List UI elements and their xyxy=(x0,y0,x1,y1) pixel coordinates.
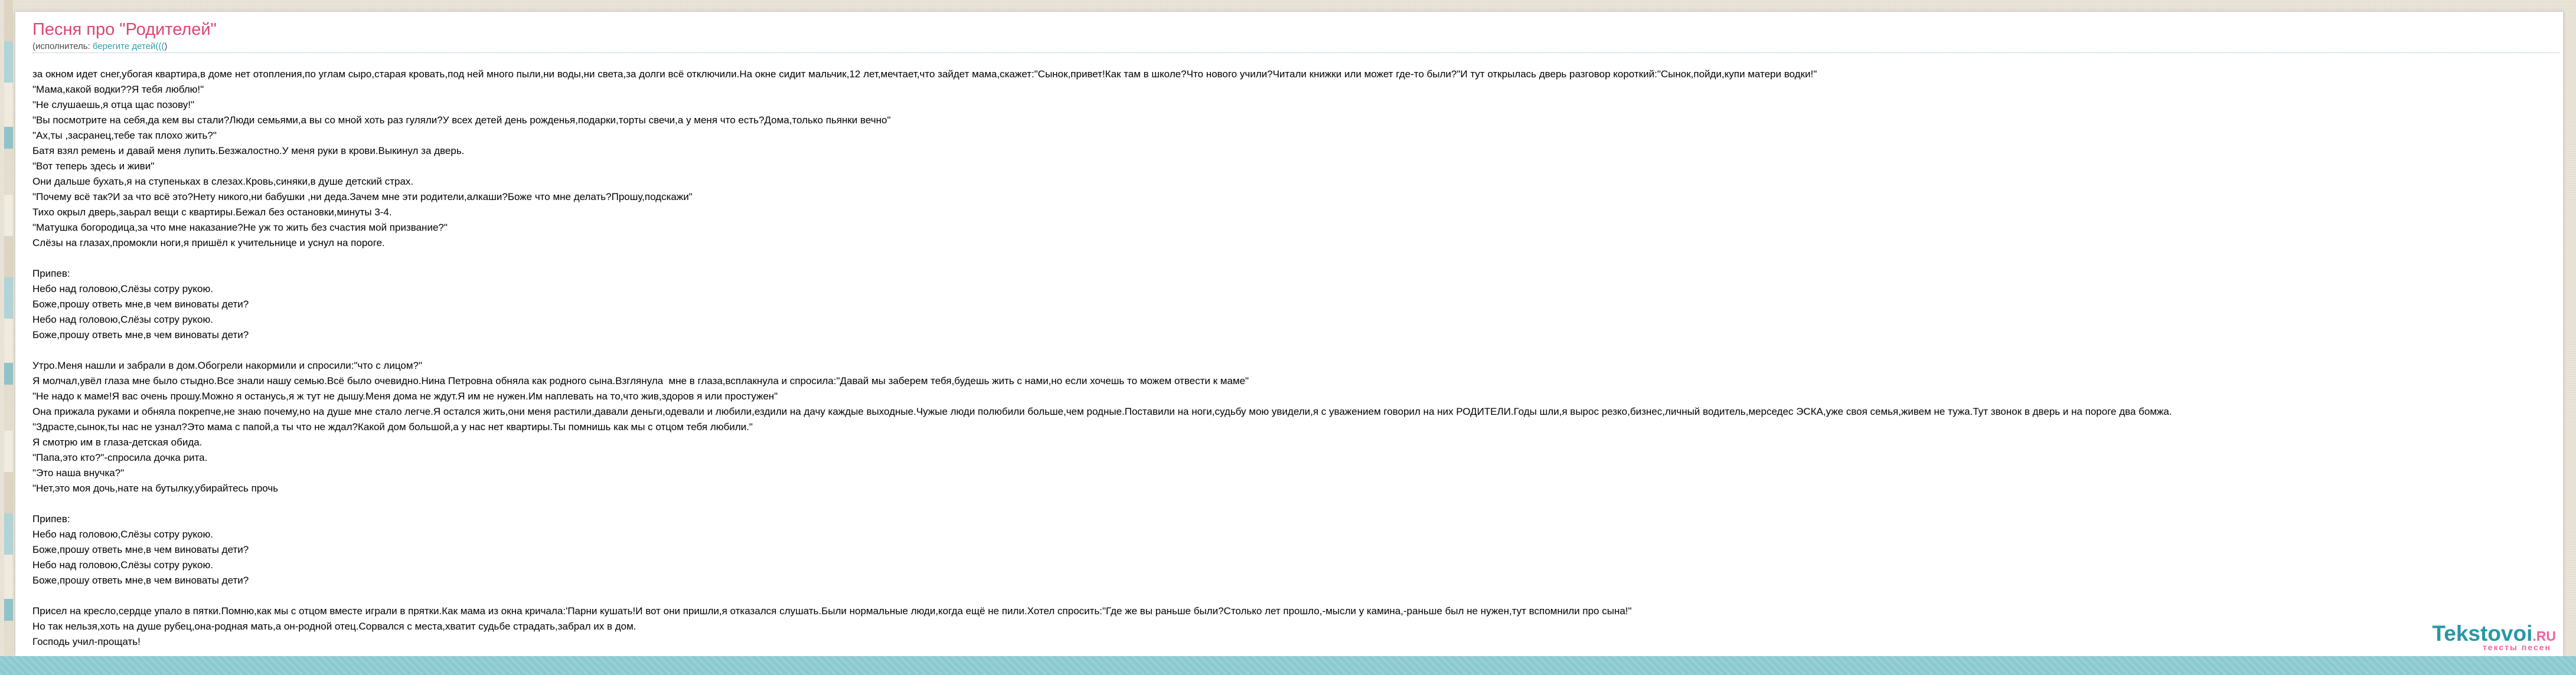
lyrics-line: "Не слушаешь,я отца щас позову!" xyxy=(32,99,194,110)
lyrics-line: Тихо окрыл дверь,заьрал вещи с квартиры.Бежал без остановки,минуты 3-4. xyxy=(32,207,392,218)
lyrics-block xyxy=(32,67,2563,650)
lyrics-line: Они дальше бухать,я на ступеньках в слезах.Кровь,синяки,в душе детский страх. xyxy=(32,176,414,187)
lyrics-line: Небо над головою,Слёзы сотру рукою. xyxy=(32,283,213,294)
content-card xyxy=(15,12,2563,656)
lyrics-line: "Это наша внучка?" xyxy=(32,467,125,479)
lyrics-line: "Не надо к маме!Я вас очень прошу.Можно я останусь,я ж тут не дышу.Меня дома не ждут.Я им не нужен.Им наплевать на то,что жив,здоров я или простужен" xyxy=(32,391,778,402)
lyrics-line: Я смотрю им в глаза-детская обида. xyxy=(32,437,203,448)
lyrics-line: Утро.Меня нашли и забрали в дом.Обогрели накормили и спросили:"что с лицом?" xyxy=(32,360,423,371)
lyrics-line: "Папа,это кто?"-спросила дочка рита. xyxy=(32,452,208,463)
lyrics-line: "Мама,какой водки??Я тебя люблю!" xyxy=(32,84,204,95)
logo-tagline: тексты песен xyxy=(2482,643,2551,652)
artist-label: (исполнитель: xyxy=(32,41,90,51)
lyrics-line xyxy=(32,588,2563,604)
logo-domain: .RU xyxy=(2532,628,2556,644)
lyrics-line: Боже,прошу ответь мне,в чем виноваты дети? xyxy=(32,299,249,310)
lyrics-line: Присел на кресло,сердце упало в пятки.Помню,как мы с отцом вместе играли в прятки.Как мама из окна кричала:'Парни кушать!И вот они пришли,я отказался слушать.Были нормальные люди,когда ещё не пили.Хотел спросить:"Где же вы раньше были?Столько лет прошло,-мысли у камина,-раньше был не нужен,тут вспомнили про сына!" xyxy=(32,605,1632,617)
lyrics-line: Батя взял ремень и давай меня лупить.Безжалостно.У меня руки в крови.Выкинул за дверь. xyxy=(32,145,465,156)
song-header xyxy=(32,20,2559,53)
lyrics-line: Но так нельзя,хоть на душе рубец,она-родная мать,а он-родной отец.Сорвался с места,хватит судьбе страдать,забрал их в дом. xyxy=(32,621,636,632)
lyrics-line: Боже,прошу ответь мне,в чем виноваты дети? xyxy=(32,544,249,555)
artist-line xyxy=(32,41,2559,51)
lyrics-line: "Здрасте,сынок,ты нас не узнал?Это мама с папой,а ты что не ждал?Какой дом большой,а у нас нет квартиры.Ты помнишь как мы с отцом тебя любили." xyxy=(32,421,753,432)
left-pattern-strip xyxy=(4,0,13,656)
lyrics-line: "Вот теперь здесь и живи" xyxy=(32,160,155,172)
footer-band xyxy=(0,656,2576,675)
lyrics-line: "Матушка богородица,за что мне наказание?Не уж то жить без счастия мой призвание?" xyxy=(32,222,448,233)
lyrics-line: Она прижала руками и обняла покрепче,не знаю почему,но на душе мне стало легче.Я остался жить,они меня растили,давали деньги,одевали и любили,ездили на дачу каждые выходные.Чужые люди полюбили больше,чем родные.Поставили на ноги,судьбу мою увидели,я с уважением говорил на них РОДИТЕЛИ.Годы шли,я вырос резко,бизнес,личный водитель,мерседес ЭСКА,уже своя семья,живем не тужа.Тут звонок в дверь и на пороге два бомжа. xyxy=(32,406,2172,417)
artist-link[interactable]: берегите детей((( xyxy=(92,41,165,51)
site-logo[interactable] xyxy=(2432,622,2556,655)
lyrics-line: Небо над головою,Слёзы сотру рукою. xyxy=(32,314,213,325)
lyrics-line: "Вы посмотрите на себя,да кем вы стали?Люди семьями,а вы со мной хоть раз гуляли?У всех детей день рожденья,подарки,торты свечи,а у меня что есть?Дома,только пьянки вечно" xyxy=(32,114,891,126)
artist-suffix: ) xyxy=(164,41,168,51)
lyrics-line: Я молчал,увёл глаза мне было стыдно.Все знали нашу семью.Всё было очевидно.Нина Петровна обняла как родного сына.Взглянула мне в глаза,всплакнула и спросила:"Давай мы заберем тебя,будешь жить с нами,но если хочешь то можем отвести к маме" xyxy=(32,375,1249,386)
song-title: Песня про "Родителей" xyxy=(32,20,217,39)
lyrics-line: Припев: xyxy=(32,268,70,279)
lyrics-line: Небо над головою,Слёзы сотру рукою. xyxy=(32,529,213,540)
logo-wordmark xyxy=(2432,622,2556,644)
lyrics-line: Боже,прошу ответь мне,в чем виноваты дети? xyxy=(32,329,249,340)
lyrics-line xyxy=(32,343,2563,358)
lyrics-line: "Нет,это моя дочь,нате на бутылку,убирайтесь прочь xyxy=(32,483,279,494)
lyrics-line xyxy=(32,251,2563,266)
lyrics-line: Небо над головою,Слёзы сотру рукою. xyxy=(32,559,213,571)
lyrics-line: за окном идет снег,убогая квартира,в доме нет отопления,по углам сыро,старая кровать,под ней много пыли,ни воды,ни света,за долги всё отключили.На окне сидит мальчик,12 лет,мечтает,что зайдет мама,скажет:"Сынок,привет!Как там в школе?Что нового учили?Читали книжки или может где-то были?"И тут открылась дверь разговор короткий:"Сынок,пойди,купи матери водки!" xyxy=(32,68,1817,80)
lyrics-line xyxy=(32,496,2563,512)
lyrics-line: "Почему всё так?И за что всё это?Нету никого,ни бабушки ,ни деда.Зачем мне эти родители,алкаши?Боже что мне делать?Прошу,подскажи" xyxy=(32,191,693,202)
logo-text: Tekstovoi xyxy=(2432,621,2533,645)
lyrics-line: Боже,прошу ответь мне,в чем виноваты дети? xyxy=(32,575,249,586)
lyrics-line: "Ах,ты ,засранец,тебе так плохо жить?" xyxy=(32,130,217,141)
lyrics-line: Господь учил-прощать! xyxy=(32,636,141,647)
lyrics-line: Припев: xyxy=(32,513,70,525)
lyrics-line: Слёзы на глазах,промокли ноги,я пришёл к учительнице и уснул на пороге. xyxy=(32,237,385,248)
